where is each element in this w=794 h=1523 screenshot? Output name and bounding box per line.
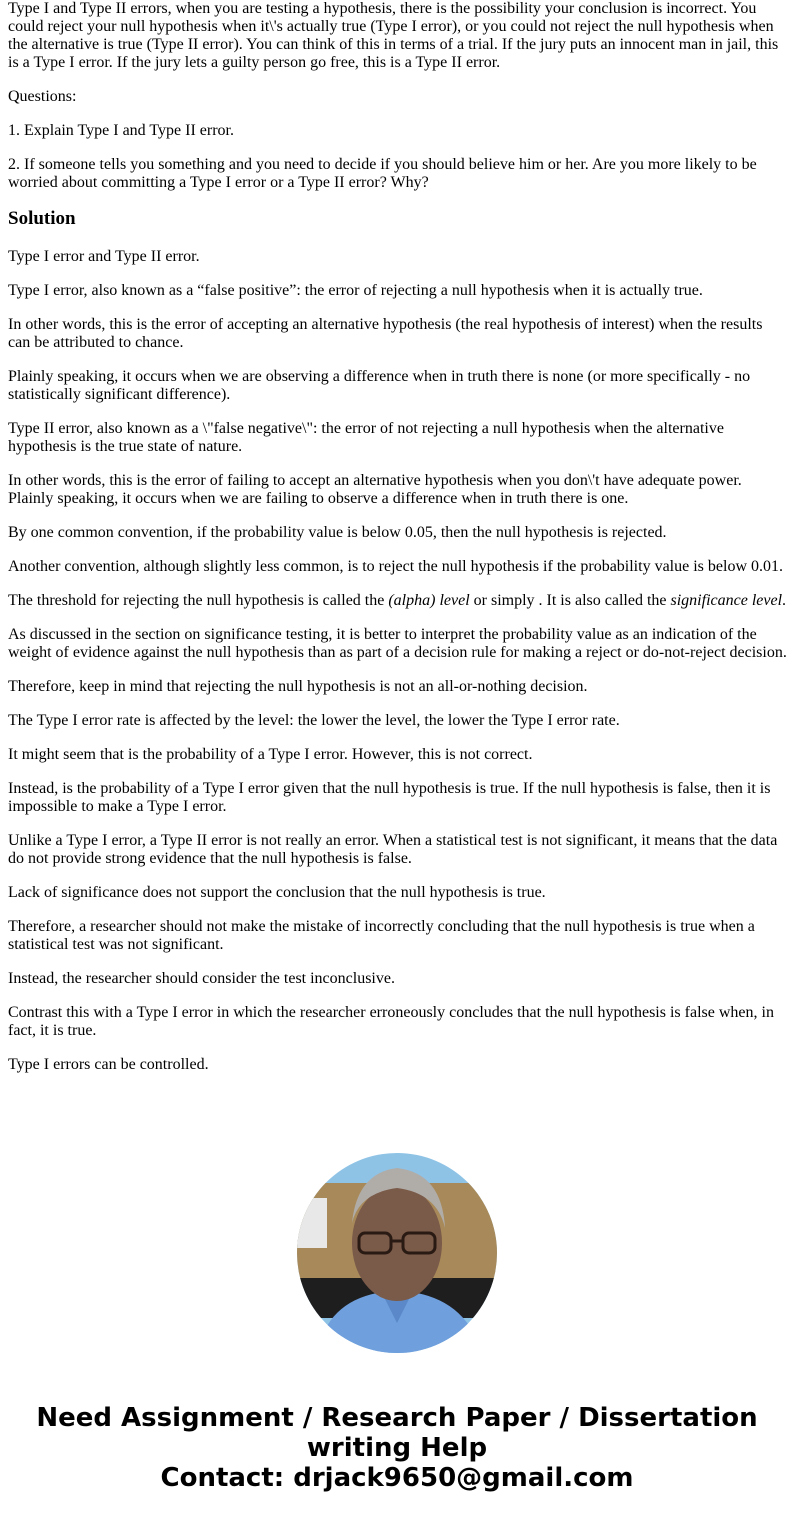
solution-paragraph: Type II error, also known as a \"false negative\": the error of not rejecting a null hypothesis when the alternative hypothesis is the true state of nature.: [8, 420, 724, 455]
question-intro: Type I and Type II errors, when you are testing a hypothesis, there is the possibility your conclusion is incorrect. You could reject your null hypothesis when it\'s actually true (Type I error), or you could not reject the null hypothesis when the alternative is true (Type II error). You can think of this in terms of a trial. If the jury puts an innocent man in jail, this is a Type I error. If the jury lets a guilty person go free, this is a Type II error.: [8, 0, 779, 71]
alpha-paragraph: [8, 592, 788, 610]
solution-paragraph: Type I error, also known as a “false positive”: the error of rejecting a null hypothesis when it is actually true.: [8, 282, 703, 299]
solution-paragraph: Unlike a Type I error, a Type II error is not really an error. When a statistical test is not significant, it means that the data do not provide strong evidence that the null hypothesis is false.: [8, 832, 778, 867]
solution-paragraph: Lack of significance does not support the conclusion that the null hypothesis is true.: [8, 884, 546, 901]
text: .: [782, 592, 787, 609]
solution-paragraph: Instead, is the probability of a Type I error given that the null hypothesis is true. If the null hypothesis is false, then it is impossible to make a Type I error.: [8, 780, 771, 815]
alpha-level-term: (alpha) level: [388, 592, 470, 609]
solution-paragraph: Type I errors can be controlled.: [8, 1056, 209, 1073]
solution-paragraph: It might seem that is the probability of a Type I error. However, this is not correct.: [8, 746, 533, 763]
solution-paragraph: In other words, this is the error of accepting an alternative hypothesis (the real hypothesis of interest) when the results can be attributed to chance.: [8, 316, 763, 351]
solution-paragraph: As discussed in the section on significance testing, it is better to interpret the probability value as an indication of the weight of evidence against the null hypothesis than as part of a decision rule for making a reject or do-not-reject decision.: [8, 626, 787, 661]
solution-paragraph: Contrast this with a Type I error in which the researcher erroneously concludes that the null hypothesis is false when, in fact, it is true.: [8, 1004, 774, 1039]
text: The threshold for rejecting the null hypothesis is called the: [8, 592, 389, 609]
banner-line-1: Need Assignment / Research Paper / Dissertation: [36, 1403, 758, 1433]
author-avatar: [297, 1153, 497, 1353]
question-2: 2. If someone tells you something and you need to decide if you should believe him or her. Are you more likely to be worried about committing a Type I error or a Type II error? Why?: [8, 156, 757, 191]
question-1: 1. Explain Type I and Type II error.: [8, 122, 234, 139]
solution-paragraph: Plainly speaking, it occurs when we are observing a difference when in truth there is none (or more specifically - no statistically significant difference).: [8, 368, 751, 403]
solution-paragraph: By one common convention, if the probability value is below 0.05, then the null hypothesis is rejected.: [8, 524, 667, 541]
significance-level-term: significance level: [670, 592, 783, 609]
banner-line-2: writing Help: [306, 1433, 488, 1463]
contact-email: Contact: drjack9650@gmail.com: [160, 1463, 634, 1493]
solution-paragraph: Type I error and Type II error.: [8, 248, 200, 265]
contact-banner: [0, 1403, 794, 1493]
solution-paragraph: Instead, the researcher should consider the test inconclusive.: [8, 970, 395, 987]
solution-paragraph: Therefore, keep in mind that rejecting the null hypothesis is not an all-or-nothing decision.: [8, 678, 588, 695]
questions-label: Questions:: [8, 88, 77, 105]
text: or simply . It is also called the: [469, 592, 671, 609]
solution-paragraph: Another convention, although slightly less common, is to reject the null hypothesis if the probability value is below 0.01.: [8, 558, 783, 575]
solution-paragraph: The Type I error rate is affected by the level: the lower the level, the lower the Type I error rate.: [8, 712, 620, 729]
solution-heading: Solution: [8, 208, 76, 229]
solution-paragraph: Therefore, a researcher should not make the mistake of incorrectly concluding that the null hypothesis is true when a statistical test was not significant.: [8, 918, 755, 953]
solution-paragraph: In other words, this is the error of failing to accept an alternative hypothesis when you don\'t have adequate power. Plainly speaking, it occurs when we are failing to observe a difference when in truth there is one.: [8, 472, 742, 507]
article-content: [8, 0, 788, 1123]
